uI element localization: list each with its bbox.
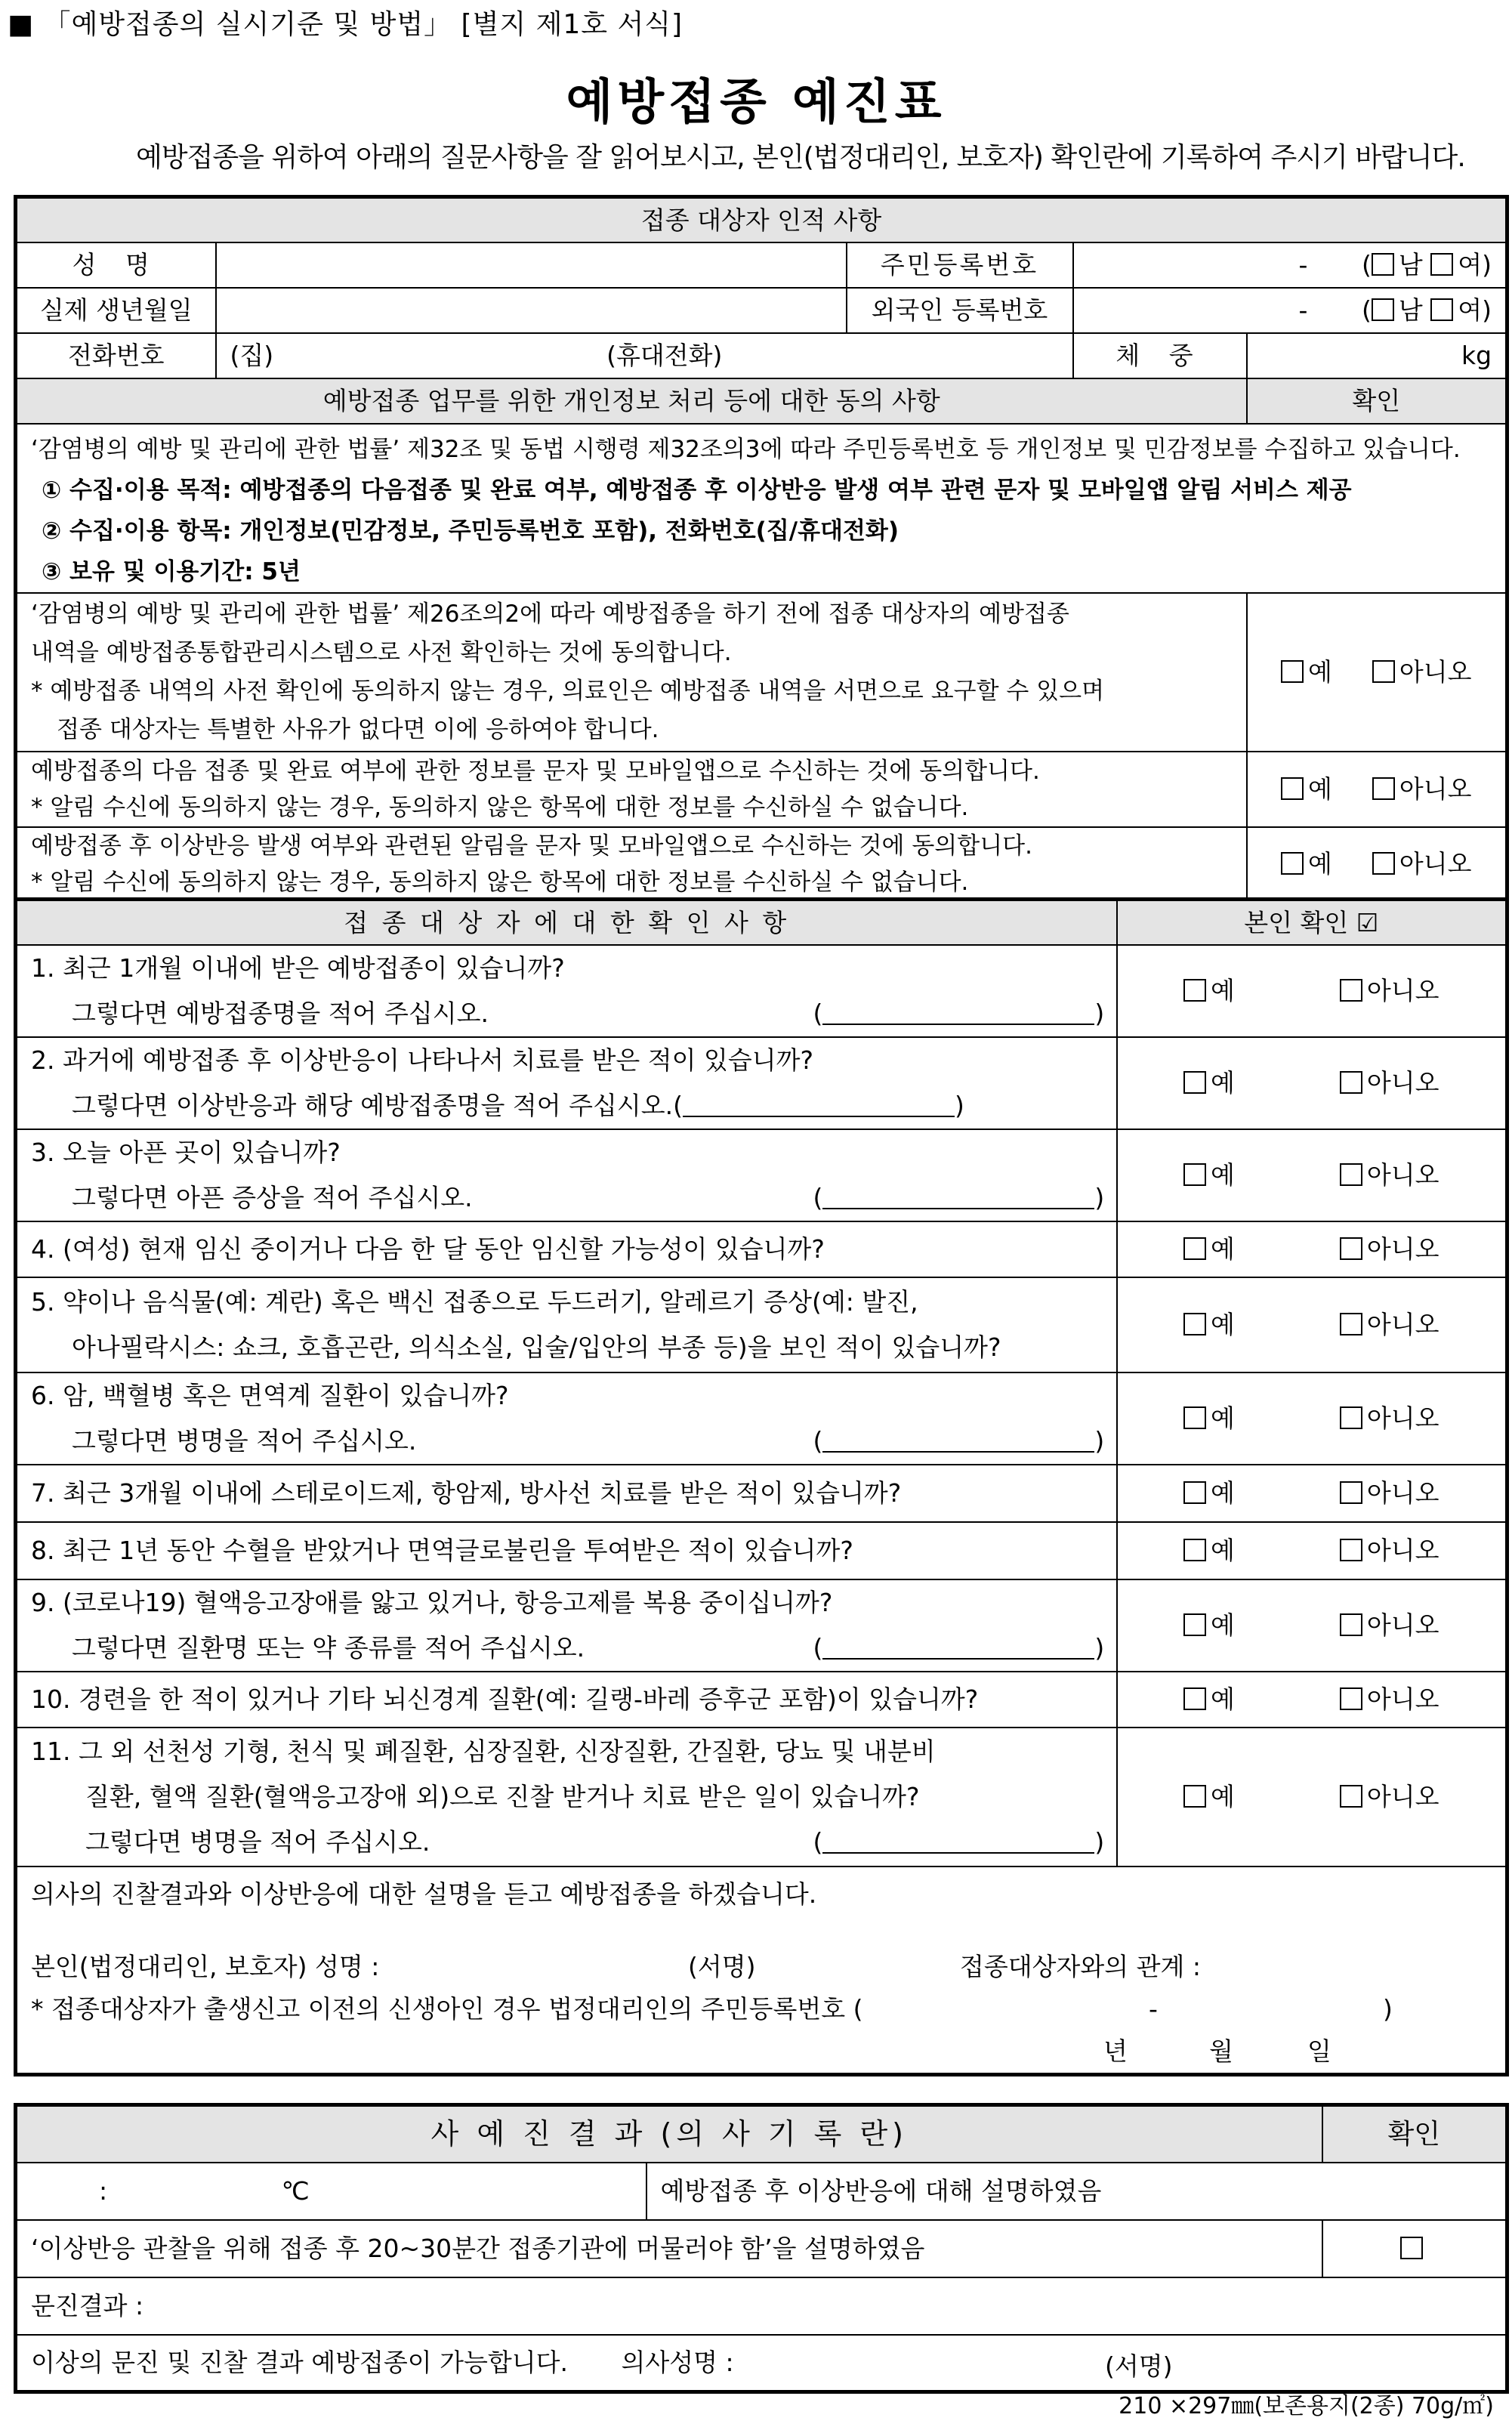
question-6-answer: [1117, 1372, 1507, 1465]
question-1-paren-close: ): [1094, 998, 1105, 1028]
question-7-no-checkbox[interactable]: [1340, 1481, 1362, 1504]
birth-field[interactable]: [216, 288, 847, 333]
question-9-yes-checkbox[interactable]: [1183, 1613, 1206, 1636]
consent-q2-yes-label: 예: [1308, 773, 1332, 804]
question-6-answer-input[interactable]: [822, 1428, 1094, 1453]
question-9-yes-label: 예: [1210, 1610, 1235, 1640]
weight-label: 체 중: [1073, 333, 1247, 378]
question-2-no-label: 아니오: [1366, 1067, 1439, 1098]
foreign-dash: -: [1298, 295, 1308, 325]
question-3-followup: 그렇다면 아픈 증상을 적어 주십시오.: [72, 1182, 473, 1212]
question-4-no-label: 아니오: [1366, 1234, 1439, 1264]
consent-q1-line2: 내역을 예방접종통합관리시스템으로 사전 확인하는 것에 동의합니다.: [31, 638, 732, 666]
question-8-no-label: 아니오: [1366, 1535, 1439, 1565]
result-label: 문진결과 :: [31, 2290, 144, 2320]
question-4-yes-label: 예: [1210, 1234, 1235, 1264]
consent-law-text: ‘감염병의 예방 및 관리에 관한 법률’ 제32조 및 동법 시행령 제32조의3에 따라 주민등록번호 등 개인정보 및 민감정보를 수집하고 있습니다.: [31, 435, 1461, 463]
page-subtitle: 예방접종을 위하여 아래의 질문사항을 잘 읽어보시고, 본인(법정대리인, 보호자) 확인란에 기록하여 주시기 바랍니다.: [136, 142, 1465, 173]
newborn-close-paren: ): [1383, 1993, 1393, 2024]
question-6-no-label: 아니오: [1366, 1403, 1439, 1433]
consent-q1-no-checkbox[interactable]: [1372, 660, 1395, 683]
question-3-text: 3. 오늘 아픈 곳이 있습니까?: [31, 1137, 341, 1167]
question-11-paren-open: (: [813, 1826, 823, 1857]
question-3-no-label: 아니오: [1366, 1159, 1439, 1190]
consent-section-title: 예방접종 업무를 위한 개인정보 처리 등에 대한 동의 사항: [16, 378, 1247, 424]
question-11-followup: 그렇다면 병명을 적어 주십시오.: [85, 1826, 430, 1857]
question-1: [16, 945, 1117, 1037]
relation-label: 접종대상자와의 관계 :: [960, 1951, 1201, 1981]
question-9-answer-input[interactable]: [822, 1635, 1094, 1660]
question-2: [16, 1037, 1117, 1129]
question-2-answer: [1117, 1037, 1507, 1129]
doctor-sign-cell: [16, 2335, 1507, 2392]
mobile-phone-label: (휴대전화): [606, 340, 723, 370]
phone-field[interactable]: [216, 333, 1073, 378]
result-cell[interactable]: [16, 2277, 1507, 2335]
newborn-label: * 접종대상자가 출생신고 이전의 신생아인 경우 법정대리인의 주민등록번호 (: [31, 1993, 863, 2024]
gender-open-paren: (: [1362, 249, 1372, 279]
question-2-text: 2. 과거에 예방접종 후 이상반응이 나타나서 치료를 받은 적이 있습니까?: [31, 1045, 813, 1075]
foreign-female-label: 여): [1458, 295, 1492, 325]
question-8-no-checkbox[interactable]: [1340, 1539, 1362, 1561]
consent-q3-line1: 예방접종 후 이상반응 발생 여부와 관련된 알림을 문자 및 모바일앱으로 수신하는 것에 동의합니다.: [31, 832, 1032, 860]
home-phone-label: (집): [230, 340, 274, 370]
question-1-yes-label: 예: [1210, 975, 1235, 1005]
question-6: [16, 1372, 1117, 1465]
question-6-yes-label: 예: [1210, 1403, 1235, 1433]
screening-confirm-header: 본인 확인 ☑: [1117, 900, 1507, 945]
name-field[interactable]: [216, 242, 847, 288]
rrn-dash: -: [1298, 249, 1308, 279]
question-7-no-label: 아니오: [1366, 1477, 1439, 1508]
question-9-followup: 그렇다면 질환명 또는 약 종류를 적어 주십시오.: [72, 1632, 585, 1663]
question-10-answer: [1117, 1672, 1507, 1728]
question-5-line1: 5. 약이나 음식물(예: 계란) 혹은 백신 접종으로 두드러기, 알레르기 증상(예: 발진,: [31, 1286, 918, 1317]
question-3-no-checkbox[interactable]: [1340, 1163, 1362, 1186]
question-9-answer: [1117, 1579, 1507, 1672]
consent-q2-no-checkbox[interactable]: [1372, 777, 1395, 800]
question-11-paren-close: ): [1094, 1826, 1105, 1857]
question-3: [16, 1129, 1117, 1221]
screening-table: [14, 897, 1509, 2076]
question-11-no-label: 아니오: [1366, 1781, 1439, 1811]
question-2-yes-checkbox[interactable]: [1183, 1071, 1206, 1094]
question-11-yes-label: 예: [1210, 1781, 1235, 1811]
consent-q2-no-label: 아니오: [1399, 773, 1472, 804]
question-2-paren-close: ): [955, 1090, 964, 1120]
question-5-yes-label: 예: [1210, 1309, 1235, 1339]
foreign-male-checkbox[interactable]: [1372, 298, 1394, 321]
consent-law-cell: [16, 424, 1507, 593]
question-8-yes-label: 예: [1210, 1535, 1235, 1565]
question-9: [16, 1579, 1117, 1672]
question-7-yes-label: 예: [1210, 1477, 1235, 1508]
question-11-no-checkbox[interactable]: [1340, 1785, 1362, 1808]
consent-q1-line3: * 예방접종 내역의 사전 확인에 동의하지 않는 경우, 의료인은 예방접종 내역을 서면으로 요구할 수 있으며: [31, 677, 1105, 705]
consent-q3-text: [16, 827, 1247, 903]
question-7-answer: [1117, 1465, 1507, 1522]
male-checkbox[interactable]: [1372, 253, 1394, 276]
question-6-yes-checkbox[interactable]: [1183, 1406, 1206, 1429]
consent-q2-line2: * 알림 수신에 동의하지 않는 경우, 동의하지 않은 항목에 대한 정보를 수신하실 수 없습니다.: [31, 793, 969, 821]
rrn-label: 주민등록번호: [847, 242, 1073, 288]
question-3-paren-close: ): [1094, 1182, 1105, 1212]
consent-q2-text: [16, 752, 1247, 827]
question-9-text: 9. (코로나19) 혈액응고장애를 앓고 있거나, 항응고제를 복용 중이십니까?: [31, 1587, 833, 1617]
question-1-text: 1. 최근 1개월 이내에 받은 예방접종이 있습니까?: [31, 953, 565, 983]
newborn-dash: -: [1149, 1993, 1158, 2024]
observation-text: ‘이상반응 관찰을 위해 접종 후 20~30분간 접종기관에 머물러야 함’을 설명하였음: [16, 2220, 1322, 2277]
name-label: 성 명: [16, 242, 216, 288]
question-4-yes-checkbox[interactable]: [1183, 1237, 1206, 1260]
consent-q2-line1: 예방접종의 다음 접종 및 완료 여부에 관한 정보를 문자 및 모바일앱으로 수신하는 것에 동의합니다.: [31, 757, 1040, 785]
paper-spec: 210 ×297㎜(보존용지(2종) 70g/㎡): [1119, 2393, 1494, 2419]
question-6-no-checkbox[interactable]: [1340, 1406, 1362, 1429]
question-2-answer-input[interactable]: [683, 1093, 955, 1117]
question-9-no-label: 아니오: [1366, 1610, 1439, 1640]
question-1-answer: [1117, 945, 1507, 1037]
question-5-no-label: 아니오: [1366, 1309, 1439, 1339]
consent-q1-yes-checkbox[interactable]: [1281, 660, 1304, 683]
foreign-female-checkbox[interactable]: [1430, 298, 1453, 321]
consent-q3-answer: [1247, 827, 1507, 903]
question-7: 7. 최근 3개월 이내에 스테로이드제, 항암제, 방사선 치료를 받은 적이 있습니까?: [16, 1465, 1117, 1522]
question-2-no-checkbox[interactable]: [1340, 1071, 1362, 1094]
gender-check: [1362, 249, 1492, 280]
question-10-yes-checkbox[interactable]: [1183, 1687, 1206, 1710]
doctor-signature-mark: (서명): [1105, 2351, 1173, 2381]
consent-q3-line2: * 알림 수신에 동의하지 않는 경우, 동의하지 않은 항목에 대한 정보를 수신하실 수 없습니다.: [31, 868, 969, 896]
consent-q3-yes-label: 예: [1308, 849, 1332, 879]
temperature-unit: ℃: [281, 2175, 310, 2206]
question-11-yes-checkbox[interactable]: [1183, 1785, 1206, 1808]
question-11: [16, 1728, 1117, 1866]
question-4: 4. (여성) 현재 임신 중이거나 다음 한 달 동안 임신할 가능성이 있습니까?: [16, 1221, 1117, 1277]
question-10-no-label: 아니오: [1366, 1684, 1439, 1714]
signature-line: [31, 1946, 1492, 1988]
page-title: 예방접종 예진표: [566, 75, 946, 131]
question-9-no-checkbox[interactable]: [1340, 1613, 1362, 1636]
female-label: 여): [1458, 249, 1492, 279]
foreign-reg-label: 외국인 등록번호: [847, 288, 1073, 333]
exam-confirm-header: 확인: [1322, 2105, 1507, 2163]
question-5: [16, 1277, 1117, 1372]
question-8: 8. 최근 1년 동안 수혈을 받았거나 면역글로불린을 투여받은 적이 있습니까?: [16, 1522, 1117, 1579]
weight-field[interactable]: [1247, 333, 1507, 378]
phone-label: 전화번호: [16, 333, 216, 378]
doctor-name-label: 의사성명 :: [621, 2348, 734, 2378]
date-month: 월: [1209, 2036, 1233, 2066]
question-4-no-checkbox[interactable]: [1340, 1237, 1362, 1260]
question-8-yes-checkbox[interactable]: [1183, 1539, 1206, 1561]
question-3-paren-open: (: [813, 1182, 823, 1212]
rrn-field[interactable]: [1073, 242, 1507, 288]
screening-section-title: 접 종 대 상 자 에 대 한 확 인 사 항: [16, 900, 1117, 945]
question-6-paren-close: ): [1094, 1425, 1105, 1456]
personal-section-title: 접종 대상자 인적 사항: [16, 197, 1507, 242]
question-5-yes-checkbox[interactable]: [1183, 1313, 1206, 1335]
statement-text: 의사의 진찰결과와 이상반응에 대한 설명을 듣고 예방접종을 하겠습니다.: [31, 1879, 817, 1909]
question-10-no-checkbox[interactable]: [1340, 1687, 1362, 1710]
question-5-answer: [1117, 1277, 1507, 1372]
observation-confirm: [1322, 2220, 1507, 2277]
date-year: 년: [1103, 2036, 1128, 2066]
temperature-cell[interactable]: [16, 2163, 646, 2220]
birth-label: 실제 생년월일: [16, 288, 216, 333]
question-1-yes-checkbox[interactable]: [1183, 979, 1206, 1002]
foreign-gender-check: [1362, 295, 1492, 326]
question-1-followup: 그렇다면 예방접종명을 적어 주십시오.: [72, 998, 489, 1028]
consent-items: ② 수집·이용 항목: 개인정보(민감정보, 주민등록번호 포함), 전화번호(집/휴대전화): [42, 517, 899, 545]
consent-q3-no-checkbox[interactable]: [1372, 852, 1395, 875]
question-6-followup: 그렇다면 병명을 적어 주십시오.: [72, 1425, 417, 1456]
consent-confirm-header: 확인: [1247, 378, 1507, 424]
foreign-gender-open-paren: (: [1362, 295, 1372, 325]
signature-block: [16, 1866, 1507, 2075]
consent-q1-text: [16, 593, 1247, 752]
question-1-no-label: 아니오: [1366, 975, 1439, 1005]
question-5-no-checkbox[interactable]: [1340, 1313, 1362, 1335]
question-3-yes-checkbox[interactable]: [1183, 1163, 1206, 1186]
question-7-yes-checkbox[interactable]: [1183, 1481, 1206, 1504]
personal-info-table: [14, 195, 1509, 904]
foreign-reg-field[interactable]: [1073, 288, 1507, 333]
question-11-answer: [1117, 1728, 1507, 1866]
question-3-yes-label: 예: [1210, 1159, 1235, 1190]
consent-purpose: ① 수집·이용 목적: 예방접종의 다음접종 및 완료 여부, 예방접종 후 이상반응 발생 여부 관련 문자 및 모바일앱 알림 서비스 제공: [42, 476, 1352, 504]
male-label: 남: [1398, 249, 1423, 279]
question-10: 10. 경련을 한 적이 있거나 기타 뇌신경계 질환(예: 길랭-바레 증후군 포함)이 있습니까?: [16, 1672, 1117, 1728]
question-2-yes-label: 예: [1210, 1067, 1235, 1098]
question-2-followup: 그렇다면 이상반응과 해당 예방접종명을 적어 주십시오.: [72, 1090, 674, 1120]
temperature-colon: :: [99, 2175, 108, 2206]
newborn-line: [31, 1988, 1492, 2030]
consent-q1-line1: ‘감염병의 예방 및 관리에 관한 법률’ 제26조의2에 따라 예방접종을 하기 전에 접종 대상자의 예방접종: [31, 600, 1069, 628]
question-8-answer: [1117, 1522, 1507, 1579]
exam-result-table: [14, 2103, 1509, 2394]
date-day: 일: [1307, 2036, 1331, 2066]
question-9-paren-close: ): [1094, 1632, 1105, 1663]
consent-q3-no-label: 아니오: [1399, 849, 1472, 879]
question-3-answer: [1117, 1129, 1507, 1221]
question-10-yes-label: 예: [1210, 1684, 1235, 1714]
question-11-line2: 질환, 혈액 질환(혈액응고장애 외)으로 진찰 받거나 치료 받은 일이 있습니까?: [85, 1781, 920, 1811]
consent-q1-yes-label: 예: [1308, 656, 1332, 687]
foreign-male-label: 남: [1398, 295, 1423, 325]
explained-reaction: 예방접종 후 이상반응에 대해 설명하였음: [646, 2163, 1507, 2220]
question-9-paren-open: (: [813, 1632, 823, 1663]
form-reference: ■ 「예방접종의 실시기준 및 방법」 [별지 제1호 서식]: [8, 9, 683, 40]
consent-q2-yes-checkbox[interactable]: [1281, 777, 1304, 800]
question-5-line2: 아나필락시스: 쇼크, 호흡곤란, 의식소실, 입술/입안의 부종 등)을 보인 적이 있습니까?: [72, 1332, 1001, 1362]
signature-label: 본인(법정대리인, 보호자) 성명 :: [31, 1951, 380, 1981]
question-4-answer: [1117, 1221, 1507, 1277]
question-11-line1: 11. 그 외 선천성 기형, 천식 및 폐질환, 심장질환, 신장질환, 간질환, 당뇨 및 내분비: [31, 1736, 936, 1766]
observation-checkbox[interactable]: [1400, 2237, 1423, 2259]
consent-q1-answer: [1247, 593, 1507, 752]
question-2-paren-open: (: [673, 1090, 683, 1120]
question-6-paren-open: (: [813, 1425, 823, 1456]
consent-q2-answer: [1247, 752, 1507, 827]
question-3-answer-input[interactable]: [822, 1185, 1094, 1209]
question-1-no-checkbox[interactable]: [1340, 979, 1362, 1002]
consent-period: ③ 보유 및 이용기간: 5년: [42, 557, 301, 585]
question-1-paren-open: (: [813, 998, 823, 1028]
female-checkbox[interactable]: [1430, 253, 1453, 276]
consent-q1-line4: 접종 대상자는 특별한 사유가 없다면 이에 응하여야 합니다.: [57, 715, 659, 743]
signature-mark: (서명): [688, 1951, 756, 1981]
question-1-answer-input[interactable]: [822, 1001, 1094, 1025]
vaccination-possible: 이상의 문진 및 진찰 결과 예방접종이 가능합니다.: [31, 2348, 568, 2378]
weight-unit: kg: [1461, 340, 1492, 370]
consent-q1-no-label: 아니오: [1399, 656, 1472, 687]
question-11-answer-input[interactable]: [822, 1829, 1094, 1854]
question-6-text: 6. 암, 백혈병 혹은 면역계 질환이 있습니까?: [31, 1380, 509, 1410]
consent-q3-yes-checkbox[interactable]: [1281, 852, 1304, 875]
exam-section-title: 사 예 진 결 과 (의 사 기 록 란): [16, 2105, 1322, 2163]
